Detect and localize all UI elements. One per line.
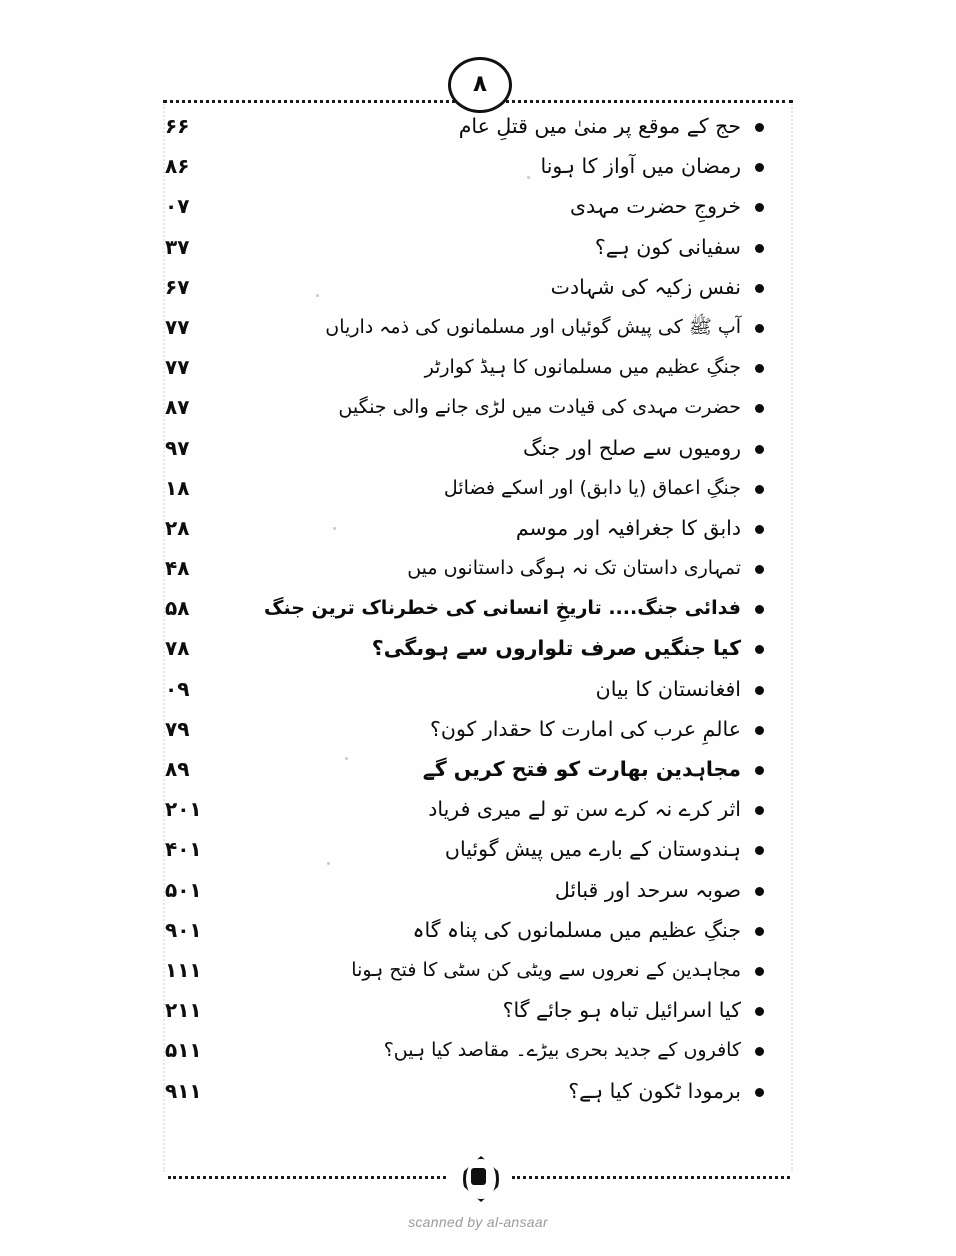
bullet-icon (755, 1007, 764, 1016)
bullet-icon (755, 1047, 764, 1056)
toc-entry-page-number: ۸۱ (165, 475, 190, 500)
toc-entry[interactable] (163, 870, 793, 910)
scan-speck (327, 862, 330, 865)
toc-entry-title: خروجِ حضرت مہدی (569, 194, 741, 219)
bullet-icon (755, 1088, 764, 1097)
toc-entry-title: عالمِ عرب کی امارت کا حقدار کون؟ (430, 716, 741, 741)
toc-entry-page-number: ۱۱۱ (165, 957, 202, 982)
toc-entry-page-number: ۷۷ (165, 355, 190, 380)
toc-entry-title: مجاہدین بھارت کو فتح کریں گے (422, 757, 741, 781)
bullet-icon (755, 163, 764, 172)
bullet-icon (755, 686, 764, 695)
bullet-icon (755, 927, 764, 936)
toc-entry-title: صوبہ سرحد اور قبائل (554, 877, 741, 902)
toc-entry-title: سفیانی کون ہے؟ (594, 234, 741, 259)
bullet-icon (755, 645, 764, 654)
toc-entry[interactable] (163, 588, 793, 628)
toc-entry-page-number: ۷۹ (165, 435, 190, 460)
bullet-icon (755, 445, 764, 454)
toc-entry-page-number: ۱۱۵ (165, 1038, 202, 1063)
toc-entry-page-number: ۷۰ (165, 194, 190, 219)
toc-entry-page-number: ۶۶ (165, 114, 190, 138)
toc-entry-page-number: ۱۰۲ (165, 797, 202, 822)
toc-entry-page-number: ۷۶ (165, 274, 190, 299)
toc-entry-page-number: ۷۳ (165, 234, 190, 259)
toc-entry[interactable] (163, 186, 793, 226)
diamond-ornament-icon (456, 1152, 500, 1200)
page-number-text: ۸ (472, 70, 488, 97)
toc-entry-title: کافروں کے جدید بحری بیڑے۔ مقاصد کیا ہیں؟ (383, 1039, 741, 1062)
toc-entry-title: فدائی جنگ.... تاریخِ انسانی کی خطرناک ترین جنگ (264, 597, 741, 620)
toc-entry[interactable] (163, 307, 793, 347)
toc-entry-page-number: ۱۱۹ (165, 1078, 202, 1103)
toc-entry-title: کیا جنگیں صرف تلواروں سے ہوںگی؟ (371, 636, 741, 661)
toc-entry-title: تمہاری داستان تک نہ ہوگی داستانوں میں (407, 557, 741, 580)
bullet-icon (755, 404, 764, 413)
toc-entry-page-number: ۸۲ (165, 515, 190, 540)
bullet-icon (755, 806, 764, 815)
toc-entry[interactable] (163, 1071, 793, 1111)
toc-entry-title: حضرت مہدی کی قیادت میں لڑی جانے والی جنگیں (338, 396, 741, 419)
bullet-icon (755, 123, 764, 132)
toc-entry-page-number: ۱۱۲ (165, 998, 202, 1023)
toc-entry-page-number: ۷۷ (165, 314, 190, 339)
toc-entry-page-number: ۸۷ (165, 636, 190, 661)
toc-entry[interactable] (163, 829, 793, 869)
toc-entry-title: دابق کا جغرافیہ اور موسم (515, 515, 741, 540)
toc-entry[interactable] (163, 468, 793, 508)
toc-entry-title: برمودا ٹکون کیا ہے؟ (568, 1078, 741, 1103)
bullet-icon (755, 565, 764, 574)
bullet-icon (755, 605, 764, 614)
toc-entry-page-number: ۹۷ (165, 716, 190, 741)
toc-entry[interactable] (163, 709, 793, 749)
toc-entry-title: افغانستان کا بیان (595, 676, 741, 701)
diamond-center-square (471, 1168, 486, 1185)
toc-entry-page-number: ۶۸ (165, 154, 190, 179)
toc-entry[interactable] (163, 990, 793, 1030)
scan-speck (527, 176, 530, 179)
toc-entry-title: ہندوستان کے بارے میں پیش گوئیاں (444, 837, 741, 862)
scan-speck (316, 294, 319, 297)
toc-entry[interactable] (163, 910, 793, 950)
toc-entry[interactable] (163, 789, 793, 829)
table-of-contents (163, 106, 793, 1111)
toc-entry-title: جنگِ عظیم میں مسلمانوں کی پناہ گاہ (412, 917, 741, 942)
bullet-icon (755, 766, 764, 775)
toc-entry[interactable] (163, 267, 793, 307)
bullet-icon (755, 726, 764, 735)
bottom-dotted-rule-right (512, 1176, 790, 1179)
bullet-icon (755, 525, 764, 534)
toc-entry-page-number: ۷۸ (165, 395, 190, 420)
bullet-icon (755, 967, 764, 976)
toc-entry-page-number: ۸۴ (165, 556, 190, 581)
bullet-icon (755, 244, 764, 253)
toc-entry-page-number: ۱۰۴ (165, 837, 202, 862)
toc-entry[interactable] (163, 749, 793, 789)
bullet-icon (755, 846, 764, 855)
toc-entry[interactable] (163, 508, 793, 548)
bullet-icon (755, 364, 764, 373)
toc-entry-title: مجاہدین کے نعروں سے ویٹی کن سٹی کا فتح ہونا (351, 958, 741, 981)
bullet-icon (755, 284, 764, 293)
toc-entry-title: جنگِ عظیم میں مسلمانوں کا ہیڈ کوارٹر (424, 356, 741, 379)
toc-entry[interactable] (163, 146, 793, 186)
bullet-icon (755, 324, 764, 333)
toc-entry-page-number: ۸۵ (165, 596, 190, 621)
toc-entry[interactable] (163, 387, 793, 427)
bullet-icon (755, 485, 764, 494)
bottom-dotted-rule-left (168, 1176, 446, 1179)
toc-entry-title: اثر کرے نہ کرے سن تو لے میری فریاد (428, 797, 741, 822)
scan-speck (345, 757, 348, 760)
toc-entry[interactable] (163, 669, 793, 709)
toc-entry-page-number: ۱۰۵ (165, 877, 202, 902)
page-number-medallion (448, 57, 512, 113)
toc-entry-title: نفس زکیہ کی شہادت (550, 274, 741, 299)
toc-entry-title: کیا اسرائیل تباہ ہو جائے گا؟ (502, 998, 741, 1023)
toc-entry[interactable] (163, 347, 793, 387)
toc-entry[interactable] (163, 1030, 793, 1070)
toc-entry[interactable] (163, 548, 793, 588)
toc-entry-page-number: ۱۰۹ (165, 917, 202, 942)
toc-entry-title: رومیوں سے صلح اور جنگ (523, 435, 741, 460)
toc-entry-title: حج کے موقع پر منیٰ میں قتلِ عام (458, 114, 741, 138)
toc-entry-page-number: ۹۰ (165, 676, 190, 701)
scan-credit-text: scanned by al-ansaar (408, 1214, 548, 1230)
bullet-icon (755, 203, 764, 212)
toc-entry-page-number: ۹۸ (165, 757, 190, 781)
toc-entry-title: رمضان میں آواز کا ہونا (540, 154, 741, 179)
toc-entry-title: آپ ﷺ کی پیش گوئیاں اور مسلمانوں کی ذمہ داریاں (325, 315, 741, 338)
toc-entry[interactable] (163, 950, 793, 990)
scan-speck (333, 527, 336, 530)
toc-entry[interactable] (163, 428, 793, 468)
toc-entry[interactable] (163, 628, 793, 668)
bullet-icon (755, 887, 764, 896)
toc-entry-title: جنگِ اعماق (یا دابق) اور اسکے فضائل (443, 476, 741, 499)
toc-entry[interactable] (163, 227, 793, 267)
